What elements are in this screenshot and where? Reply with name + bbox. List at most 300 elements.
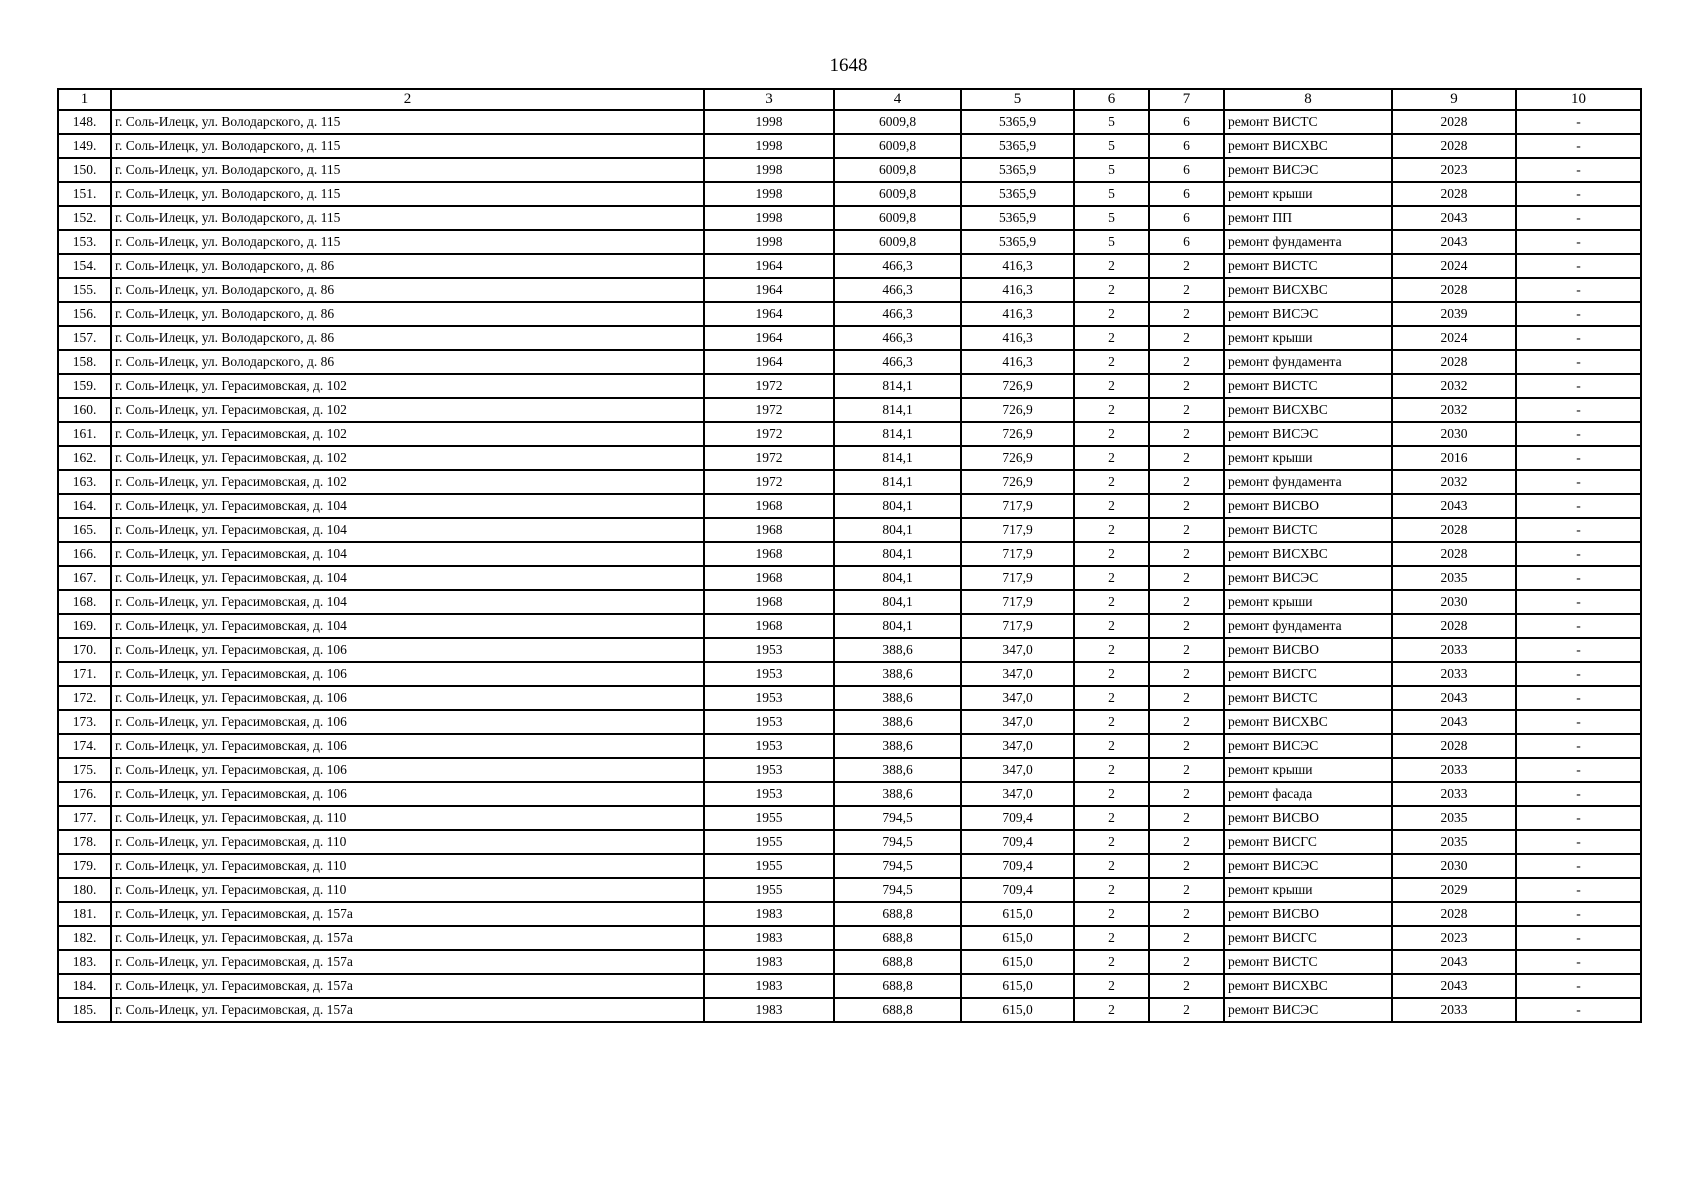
row-number-cell: 173. [58,710,111,734]
entrances-cell: 2 [1149,758,1224,782]
work-type-cell: ремонт фундамента [1224,230,1392,254]
table-row [58,326,1641,350]
planned-year-cell: 2043 [1392,974,1516,998]
row-number-cell: 182. [58,926,111,950]
row-number-cell: 150. [58,158,111,182]
row-number-cell: 185. [58,998,111,1022]
note-cell: - [1516,446,1641,470]
living-area-cell: 615,0 [961,998,1074,1022]
entrances-cell: 2 [1149,422,1224,446]
floors-cell: 5 [1074,206,1149,230]
note-cell: - [1516,326,1641,350]
entrances-cell: 2 [1149,854,1224,878]
planned-year-cell: 2035 [1392,806,1516,830]
note-cell: - [1516,302,1641,326]
living-area-cell: 347,0 [961,734,1074,758]
floors-cell: 5 [1074,134,1149,158]
year-built-cell: 1955 [704,806,834,830]
work-type-cell: ремонт ВИСХВС [1224,542,1392,566]
living-area-cell: 347,0 [961,662,1074,686]
floors-cell: 2 [1074,854,1149,878]
table-row [58,158,1641,182]
living-area-cell: 615,0 [961,974,1074,998]
note-cell: - [1516,614,1641,638]
total-area-cell: 804,1 [834,542,961,566]
column-header-4: 4 [834,89,961,110]
planned-year-cell: 2028 [1392,350,1516,374]
year-built-cell: 1953 [704,686,834,710]
entrances-cell: 2 [1149,542,1224,566]
table-row [58,614,1641,638]
table-row [58,422,1641,446]
floors-cell: 5 [1074,110,1149,134]
entrances-cell: 2 [1149,590,1224,614]
note-cell: - [1516,134,1641,158]
note-cell: - [1516,974,1641,998]
planned-year-cell: 2032 [1392,398,1516,422]
living-area-cell: 726,9 [961,470,1074,494]
work-type-cell: ремонт ВИСХВС [1224,278,1392,302]
total-area-cell: 466,3 [834,302,961,326]
year-built-cell: 1998 [704,182,834,206]
row-number-cell: 159. [58,374,111,398]
planned-year-cell: 2035 [1392,566,1516,590]
address-cell: г. Соль-Илецк, ул. Герасимовская, д. 104 [111,614,704,638]
total-area-cell: 804,1 [834,614,961,638]
floors-cell: 2 [1074,326,1149,350]
row-number-cell: 184. [58,974,111,998]
entrances-cell: 2 [1149,806,1224,830]
row-number-cell: 156. [58,302,111,326]
note-cell: - [1516,878,1641,902]
year-built-cell: 1972 [704,374,834,398]
living-area-cell: 717,9 [961,542,1074,566]
note-cell: - [1516,350,1641,374]
entrances-cell: 2 [1149,734,1224,758]
planned-year-cell: 2043 [1392,206,1516,230]
planned-year-cell: 2016 [1392,446,1516,470]
floors-cell: 2 [1074,710,1149,734]
entrances-cell: 6 [1149,230,1224,254]
work-type-cell: ремонт ВИСТС [1224,950,1392,974]
floors-cell: 2 [1074,566,1149,590]
row-number-cell: 172. [58,686,111,710]
row-number-cell: 176. [58,782,111,806]
address-cell: г. Соль-Илецк, ул. Володарского, д. 86 [111,254,704,278]
work-type-cell: ремонт ВИСХВС [1224,134,1392,158]
table-row [58,182,1641,206]
planned-year-cell: 2032 [1392,374,1516,398]
floors-cell: 2 [1074,662,1149,686]
note-cell: - [1516,782,1641,806]
header-row [58,89,1641,110]
note-cell: - [1516,758,1641,782]
floors-cell: 2 [1074,734,1149,758]
address-cell: г. Соль-Илецк, ул. Володарского, д. 86 [111,278,704,302]
work-type-cell: ремонт ВИСГС [1224,926,1392,950]
floors-cell: 2 [1074,686,1149,710]
work-type-cell: ремонт ВИСТС [1224,374,1392,398]
work-type-cell: ремонт крыши [1224,758,1392,782]
note-cell: - [1516,998,1641,1022]
address-cell: г. Соль-Илецк, ул. Герасимовская, д. 102 [111,374,704,398]
year-built-cell: 1968 [704,494,834,518]
floors-cell: 5 [1074,182,1149,206]
floors-cell: 2 [1074,446,1149,470]
row-number-cell: 170. [58,638,111,662]
living-area-cell: 347,0 [961,758,1074,782]
living-area-cell: 717,9 [961,494,1074,518]
floors-cell: 2 [1074,878,1149,902]
year-built-cell: 1972 [704,398,834,422]
table-row [58,230,1641,254]
work-type-cell: ремонт крыши [1224,878,1392,902]
planned-year-cell: 2033 [1392,758,1516,782]
year-built-cell: 1968 [704,590,834,614]
table-row [58,134,1641,158]
planned-year-cell: 2043 [1392,494,1516,518]
total-area-cell: 814,1 [834,398,961,422]
row-number-cell: 149. [58,134,111,158]
total-area-cell: 804,1 [834,494,961,518]
living-area-cell: 726,9 [961,374,1074,398]
entrances-cell: 2 [1149,686,1224,710]
total-area-cell: 388,6 [834,782,961,806]
work-type-cell: ремонт фундамента [1224,470,1392,494]
floors-cell: 2 [1074,758,1149,782]
living-area-cell: 5365,9 [961,206,1074,230]
note-cell: - [1516,734,1641,758]
total-area-cell: 804,1 [834,566,961,590]
total-area-cell: 814,1 [834,446,961,470]
note-cell: - [1516,902,1641,926]
entrances-cell: 2 [1149,446,1224,470]
row-number-cell: 158. [58,350,111,374]
year-built-cell: 1964 [704,326,834,350]
total-area-cell: 794,5 [834,878,961,902]
planned-year-cell: 2030 [1392,422,1516,446]
entrances-cell: 6 [1149,206,1224,230]
address-cell: г. Соль-Илецк, ул. Герасимовская, д. 104 [111,566,704,590]
table-row [58,926,1641,950]
planned-year-cell: 2029 [1392,878,1516,902]
row-number-cell: 177. [58,806,111,830]
work-type-cell: ремонт ВИСТС [1224,518,1392,542]
note-cell: - [1516,542,1641,566]
work-type-cell: ремонт ВИСВО [1224,902,1392,926]
year-built-cell: 1972 [704,422,834,446]
living-area-cell: 5365,9 [961,110,1074,134]
work-type-cell: ремонт крыши [1224,182,1392,206]
entrances-cell: 2 [1149,518,1224,542]
planned-year-cell: 2043 [1392,230,1516,254]
year-built-cell: 1972 [704,446,834,470]
year-built-cell: 1953 [704,782,834,806]
total-area-cell: 814,1 [834,374,961,398]
table-row [58,902,1641,926]
entrances-cell: 6 [1149,110,1224,134]
living-area-cell: 709,4 [961,830,1074,854]
entrances-cell: 2 [1149,302,1224,326]
total-area-cell: 388,6 [834,638,961,662]
entrances-cell: 6 [1149,182,1224,206]
planned-year-cell: 2024 [1392,254,1516,278]
row-number-cell: 164. [58,494,111,518]
table-row [58,830,1641,854]
note-cell: - [1516,494,1641,518]
row-number-cell: 152. [58,206,111,230]
row-number-cell: 160. [58,398,111,422]
floors-cell: 2 [1074,926,1149,950]
total-area-cell: 6009,8 [834,230,961,254]
table-row [58,854,1641,878]
address-cell: г. Соль-Илецк, ул. Герасимовская, д. 104 [111,542,704,566]
work-type-cell: ремонт фундамента [1224,614,1392,638]
total-area-cell: 804,1 [834,590,961,614]
entrances-cell: 6 [1149,134,1224,158]
living-area-cell: 416,3 [961,254,1074,278]
address-cell: г. Соль-Илецк, ул. Володарского, д. 86 [111,350,704,374]
row-number-cell: 183. [58,950,111,974]
floors-cell: 2 [1074,398,1149,422]
row-number-cell: 178. [58,830,111,854]
page-number: 1648 [829,55,868,76]
row-number-cell: 155. [58,278,111,302]
work-type-cell: ремонт ВИСТС [1224,686,1392,710]
note-cell: - [1516,710,1641,734]
living-area-cell: 717,9 [961,590,1074,614]
entrances-cell: 2 [1149,638,1224,662]
work-type-cell: ремонт ВИСГС [1224,830,1392,854]
note-cell: - [1516,422,1641,446]
row-number-cell: 168. [58,590,111,614]
total-area-cell: 466,3 [834,326,961,350]
table-row [58,566,1641,590]
planned-year-cell: 2028 [1392,734,1516,758]
table-row [58,254,1641,278]
total-area-cell: 6009,8 [834,134,961,158]
address-cell: г. Соль-Илецк, ул. Герасимовская, д. 106 [111,710,704,734]
address-cell: г. Соль-Илецк, ул. Герасимовская, д. 102 [111,446,704,470]
address-cell: г. Соль-Илецк, ул. Герасимовская, д. 110 [111,806,704,830]
note-cell: - [1516,254,1641,278]
address-cell: г. Соль-Илецк, ул. Герасимовская, д. 157а [111,974,704,998]
planned-year-cell: 2043 [1392,686,1516,710]
row-number-cell: 180. [58,878,111,902]
work-type-cell: ремонт фасада [1224,782,1392,806]
planned-year-cell: 2043 [1392,950,1516,974]
work-type-cell: ремонт крыши [1224,446,1392,470]
year-built-cell: 1953 [704,638,834,662]
work-type-cell: ремонт ВИСВО [1224,638,1392,662]
year-built-cell: 1983 [704,998,834,1022]
table-header [58,89,1641,110]
entrances-cell: 2 [1149,470,1224,494]
floors-cell: 2 [1074,422,1149,446]
total-area-cell: 6009,8 [834,158,961,182]
column-header-6: 6 [1074,89,1149,110]
living-area-cell: 717,9 [961,518,1074,542]
floors-cell: 2 [1074,374,1149,398]
work-type-cell: ремонт ВИСЭС [1224,422,1392,446]
row-number-cell: 166. [58,542,111,566]
address-cell: г. Соль-Илецк, ул. Володарского, д. 115 [111,206,704,230]
floors-cell: 2 [1074,638,1149,662]
floors-cell: 2 [1074,830,1149,854]
year-built-cell: 1964 [704,302,834,326]
planned-year-cell: 2035 [1392,830,1516,854]
entrances-cell: 2 [1149,398,1224,422]
address-cell: г. Соль-Илецк, ул. Володарского, д. 115 [111,158,704,182]
year-built-cell: 1998 [704,206,834,230]
year-built-cell: 1955 [704,878,834,902]
row-number-cell: 179. [58,854,111,878]
entrances-cell: 2 [1149,830,1224,854]
table-row [58,542,1641,566]
table-row [58,302,1641,326]
total-area-cell: 6009,8 [834,182,961,206]
address-cell: г. Соль-Илецк, ул. Герасимовская, д. 104 [111,494,704,518]
address-cell: г. Соль-Илецк, ул. Герасимовская, д. 104 [111,590,704,614]
address-cell: г. Соль-Илецк, ул. Герасимовская, д. 106 [111,758,704,782]
entrances-cell: 2 [1149,326,1224,350]
total-area-cell: 6009,8 [834,206,961,230]
total-area-cell: 466,3 [834,254,961,278]
table-row [58,638,1641,662]
living-area-cell: 709,4 [961,854,1074,878]
year-built-cell: 1953 [704,710,834,734]
table-row [58,806,1641,830]
year-built-cell: 1998 [704,158,834,182]
planned-year-cell: 2033 [1392,662,1516,686]
note-cell: - [1516,398,1641,422]
table-row [58,998,1641,1022]
living-area-cell: 416,3 [961,278,1074,302]
year-built-cell: 1953 [704,734,834,758]
address-cell: г. Соль-Илецк, ул. Герасимовская, д. 157а [111,902,704,926]
living-area-cell: 416,3 [961,326,1074,350]
address-cell: г. Соль-Илецк, ул. Герасимовская, д. 104 [111,518,704,542]
address-cell: г. Соль-Илецк, ул. Герасимовская, д. 157а [111,998,704,1022]
table-row [58,350,1641,374]
total-area-cell: 466,3 [834,278,961,302]
year-built-cell: 1964 [704,254,834,278]
year-built-cell: 1955 [704,854,834,878]
year-built-cell: 1955 [704,830,834,854]
floors-cell: 2 [1074,350,1149,374]
address-cell: г. Соль-Илецк, ул. Герасимовская, д. 106 [111,662,704,686]
entrances-cell: 2 [1149,878,1224,902]
work-type-cell: ремонт крыши [1224,326,1392,350]
address-cell: г. Соль-Илецк, ул. Герасимовская, д. 157а [111,926,704,950]
register-table [57,88,1642,1023]
address-cell: г. Соль-Илецк, ул. Герасимовская, д. 102 [111,398,704,422]
column-header-2: 2 [111,89,704,110]
entrances-cell: 2 [1149,782,1224,806]
living-area-cell: 347,0 [961,782,1074,806]
entrances-cell: 2 [1149,278,1224,302]
address-cell: г. Соль-Илецк, ул. Герасимовская, д. 110 [111,854,704,878]
address-cell: г. Соль-Илецк, ул. Герасимовская, д. 106 [111,686,704,710]
living-area-cell: 726,9 [961,446,1074,470]
note-cell: - [1516,566,1641,590]
entrances-cell: 2 [1149,902,1224,926]
living-area-cell: 5365,9 [961,182,1074,206]
year-built-cell: 1964 [704,278,834,302]
table-row [58,686,1641,710]
year-built-cell: 1998 [704,110,834,134]
entrances-cell: 6 [1149,158,1224,182]
note-cell: - [1516,926,1641,950]
entrances-cell: 2 [1149,662,1224,686]
total-area-cell: 688,8 [834,974,961,998]
column-header-10: 10 [1516,89,1641,110]
floors-cell: 5 [1074,158,1149,182]
entrances-cell: 2 [1149,974,1224,998]
address-cell: г. Соль-Илецк, ул. Володарского, д. 115 [111,134,704,158]
living-area-cell: 416,3 [961,302,1074,326]
address-cell: г. Соль-Илецк, ул. Володарского, д. 115 [111,182,704,206]
planned-year-cell: 2028 [1392,110,1516,134]
entrances-cell: 2 [1149,710,1224,734]
planned-year-cell: 2023 [1392,158,1516,182]
total-area-cell: 388,6 [834,710,961,734]
floors-cell: 2 [1074,902,1149,926]
total-area-cell: 388,6 [834,734,961,758]
work-type-cell: ремонт ВИСЭС [1224,302,1392,326]
living-area-cell: 615,0 [961,926,1074,950]
total-area-cell: 688,8 [834,950,961,974]
year-built-cell: 1998 [704,230,834,254]
planned-year-cell: 2028 [1392,182,1516,206]
planned-year-cell: 2028 [1392,278,1516,302]
total-area-cell: 794,5 [834,806,961,830]
row-number-cell: 157. [58,326,111,350]
work-type-cell: ремонт ПП [1224,206,1392,230]
planned-year-cell: 2030 [1392,590,1516,614]
row-number-cell: 165. [58,518,111,542]
floors-cell: 2 [1074,590,1149,614]
living-area-cell: 5365,9 [961,158,1074,182]
living-area-cell: 615,0 [961,950,1074,974]
floors-cell: 2 [1074,974,1149,998]
floors-cell: 2 [1074,302,1149,326]
total-area-cell: 814,1 [834,422,961,446]
year-built-cell: 1968 [704,518,834,542]
total-area-cell: 814,1 [834,470,961,494]
floors-cell: 2 [1074,950,1149,974]
address-cell: г. Соль-Илецк, ул. Герасимовская, д. 106 [111,782,704,806]
table-row [58,734,1641,758]
total-area-cell: 466,3 [834,350,961,374]
table-row [58,206,1641,230]
planned-year-cell: 2039 [1392,302,1516,326]
total-area-cell: 388,6 [834,662,961,686]
work-type-cell: ремонт ВИСГС [1224,662,1392,686]
table-row [58,398,1641,422]
year-built-cell: 1983 [704,902,834,926]
row-number-cell: 167. [58,566,111,590]
note-cell: - [1516,110,1641,134]
planned-year-cell: 2028 [1392,902,1516,926]
note-cell: - [1516,278,1641,302]
note-cell: - [1516,686,1641,710]
column-header-7: 7 [1149,89,1224,110]
table-row [58,470,1641,494]
note-cell: - [1516,638,1641,662]
year-built-cell: 1968 [704,566,834,590]
work-type-cell: ремонт ВИСТС [1224,254,1392,278]
